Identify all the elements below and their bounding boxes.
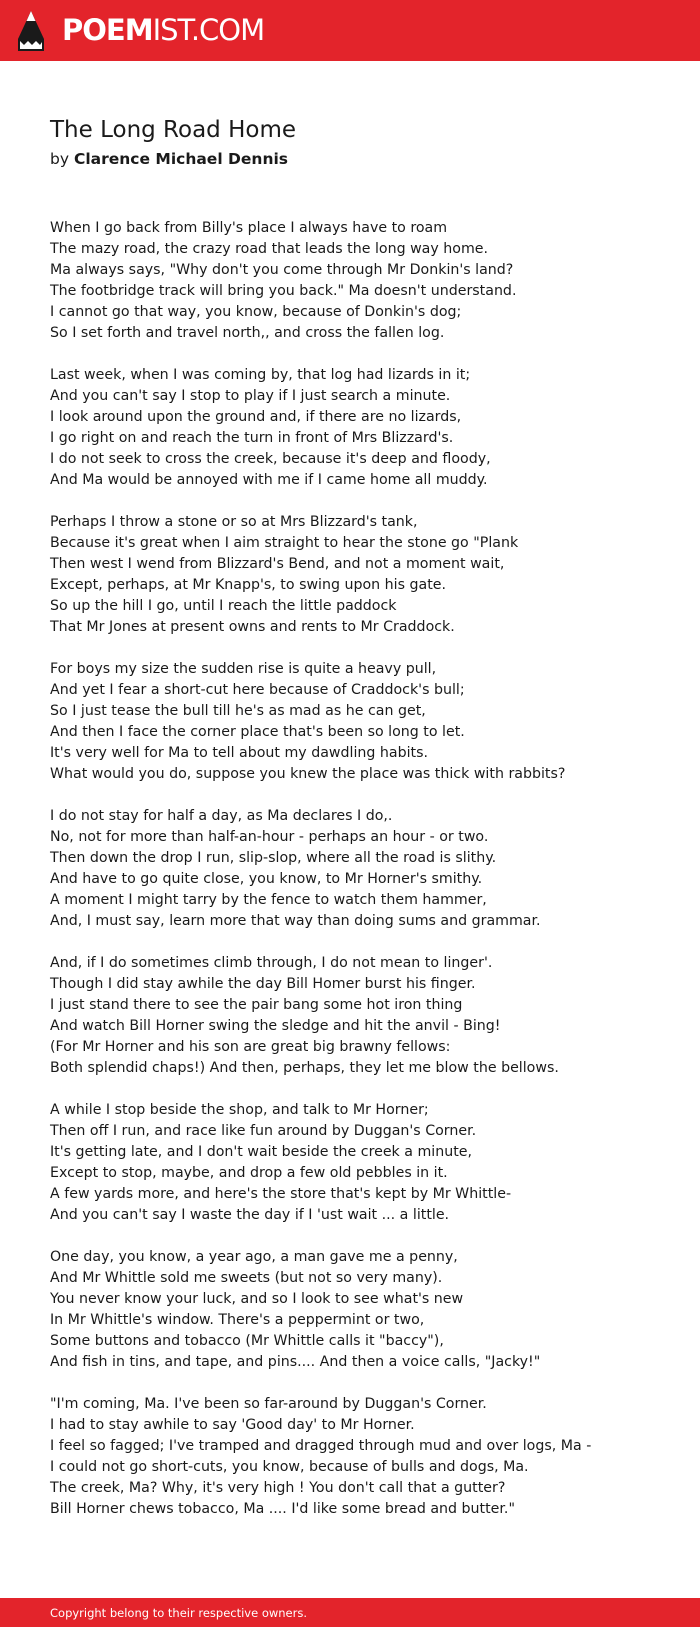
poem-body bbox=[50, 218, 690, 1541]
stanza bbox=[50, 512, 690, 638]
poem-line: Then off I run, and race like fun around by Duggan's Corner. bbox=[50, 1123, 477, 1139]
poem-line: You never know your luck, and so I look to see what's new bbox=[50, 1291, 464, 1307]
poem-line: Then down the drop I run, slip-slop, where all the road is slithy. bbox=[50, 850, 497, 866]
logo-light-text: IST.COM bbox=[152, 13, 265, 47]
poem-line: The creek, Ma? Why, it's very high ! You don't call that a gutter? bbox=[50, 1480, 506, 1496]
stanza bbox=[50, 953, 690, 1079]
poem-line: The footbridge track will bring you back." Ma doesn't understand. bbox=[50, 283, 517, 299]
poem-title: The Long Road Home bbox=[50, 117, 297, 143]
poem-line: And, I must say, learn more that way than doing sums and grammar. bbox=[50, 913, 541, 929]
poem-line: Then west I wend from Blizzard's Bend, and not a moment wait, bbox=[50, 556, 505, 572]
poem-line: And Mr Whittle sold me sweets (but not so very many). bbox=[50, 1270, 443, 1286]
poem-line: A while I stop beside the shop, and talk to Mr Horner; bbox=[50, 1102, 429, 1118]
poem-line: And, if I do sometimes climb through, I do not mean to linger'. bbox=[50, 955, 493, 971]
poem-line: I do not stay for half a day, as Ma declares I do,. bbox=[50, 808, 393, 824]
site-footer bbox=[0, 1598, 700, 1627]
poem-line: And have to go quite close, you know, to Mr Horner's smithy. bbox=[50, 871, 483, 887]
poem-line: A few yards more, and here's the store that's kept by Mr Whittle- bbox=[50, 1186, 512, 1202]
author-name[interactable]: Clarence Michael Dennis bbox=[73, 150, 289, 168]
poem-line: One day, you know, a year ago, a man gave me a penny, bbox=[50, 1249, 458, 1265]
pencil-icon[interactable] bbox=[18, 11, 44, 51]
poem-line: I go right on and reach the turn in front of Mrs Blizzard's. bbox=[50, 430, 454, 446]
poem-line: What would you do, suppose you knew the place was thick with rabbits? bbox=[50, 766, 566, 782]
poem-line: So I set forth and travel north,, and cross the fallen log. bbox=[50, 325, 445, 341]
poem-line: No, not for more than half-an-hour - perhaps an hour - or two. bbox=[50, 829, 489, 845]
poem-line: "I'm coming, Ma. I've been so far-around by Duggan's Corner. bbox=[50, 1396, 487, 1412]
poem-line: In Mr Whittle's window. There's a peppermint or two, bbox=[50, 1312, 425, 1328]
poem-line: Except, perhaps, at Mr Knapp's, to swing upon his gate. bbox=[50, 577, 447, 593]
copyright-text: Copyright belong to their respective owners. bbox=[50, 1606, 308, 1620]
poem-line: I do not seek to cross the creek, because it's deep and floody, bbox=[50, 451, 491, 467]
stanza bbox=[50, 365, 690, 491]
stanza bbox=[50, 1394, 690, 1520]
poem-line: So I just tease the bull till he's as mad as he can get, bbox=[50, 703, 426, 719]
poem-line: I look around upon the ground and, if there are no lizards, bbox=[50, 409, 462, 425]
poem-line: Both splendid chaps!) And then, perhaps, they let me blow the bellows. bbox=[50, 1060, 559, 1076]
stanza bbox=[50, 218, 690, 344]
byline bbox=[50, 148, 288, 170]
poem-line: Last week, when I was coming by, that log had lizards in it; bbox=[50, 367, 471, 383]
poem-line: Some buttons and tobacco (Mr Whittle calls it "baccy"), bbox=[50, 1333, 444, 1349]
stanza bbox=[50, 1100, 690, 1226]
poem-line: Ma always says, "Why don't you come through Mr Donkin's land? bbox=[50, 262, 514, 278]
poem-line: Bill Horner chews tobacco, Ma .... I'd like some bread and butter." bbox=[50, 1501, 515, 1517]
poem-line: The mazy road, the crazy road that leads the long way home. bbox=[50, 241, 489, 257]
by-label: by bbox=[50, 150, 70, 168]
poem-line: And yet I fear a short-cut here because of Craddock's bull; bbox=[50, 682, 465, 698]
poem-line: Except to stop, maybe, and drop a few old pebbles in it. bbox=[50, 1165, 448, 1181]
stanza bbox=[50, 1247, 690, 1373]
poem-line: For boys my size the sudden rise is quite a heavy pull, bbox=[50, 661, 437, 677]
poem-line: And watch Bill Horner swing the sledge and hit the anvil - Bing! bbox=[50, 1018, 501, 1034]
stanza bbox=[50, 806, 690, 932]
site-header bbox=[0, 0, 700, 61]
poem-line: So up the hill I go, until I reach the little paddock bbox=[50, 598, 397, 614]
poem-line: Though I did stay awhile the day Bill Homer burst his finger. bbox=[50, 976, 476, 992]
poem-line: When I go back from Billy's place I always have to roam bbox=[50, 220, 448, 236]
poem-line: And fish in tins, and tape, and pins.... And then a voice calls, "Jacky!" bbox=[50, 1354, 541, 1370]
poem-line: (For Mr Horner and his son are great big brawny fellows: bbox=[50, 1039, 451, 1055]
logo-bold-text: POEM bbox=[62, 13, 153, 47]
stanza bbox=[50, 659, 690, 785]
poem-line: Perhaps I throw a stone or so at Mrs Blizzard's tank, bbox=[50, 514, 418, 530]
poem-line: A moment I might tarry by the fence to watch them hammer, bbox=[50, 892, 487, 908]
poem-line: Because it's great when I aim straight to hear the stone go "Plank bbox=[50, 535, 519, 551]
poem-line: I feel so fagged; I've tramped and dragged through mud and over logs, Ma - bbox=[50, 1438, 592, 1454]
poem-line: I could not go short-cuts, you know, because of bulls and dogs, Ma. bbox=[50, 1459, 529, 1475]
poem-line: It's getting late, and I don't wait beside the creek a minute, bbox=[50, 1144, 473, 1160]
poem-line: And Ma would be annoyed with me if I came home all muddy. bbox=[50, 472, 488, 488]
poem-line: I cannot go that way, you know, because of Donkin's dog; bbox=[50, 304, 462, 320]
poem-line: It's very well for Ma to tell about my dawdling habits. bbox=[50, 745, 429, 761]
site-logo[interactable] bbox=[62, 13, 264, 47]
poem-line: And then I face the corner place that's been so long to let. bbox=[50, 724, 465, 740]
poem-line: That Mr Jones at present owns and rents to Mr Craddock. bbox=[50, 619, 455, 635]
poem-line: I had to stay awhile to say 'Good day' to Mr Horner. bbox=[50, 1417, 415, 1433]
poem-line: And you can't say I stop to play if I just search a minute. bbox=[50, 388, 451, 404]
poem-line: I just stand there to see the pair bang some hot iron thing bbox=[50, 997, 463, 1013]
poem-line: And you can't say I waste the day if I 'ust wait ... a little. bbox=[50, 1207, 450, 1223]
